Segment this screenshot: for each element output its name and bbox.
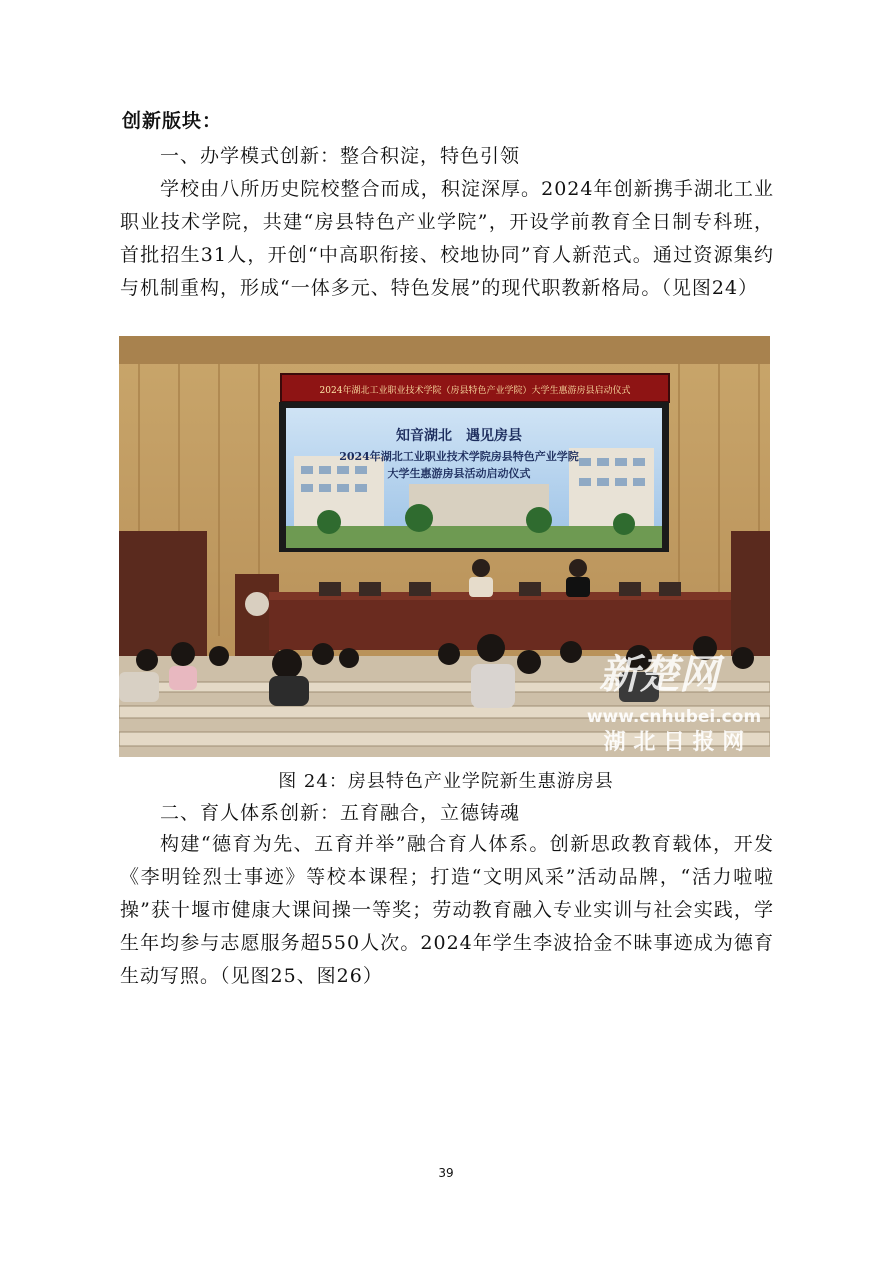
figure-caption: 图 24：房县特色产业学院新生惠游房县 — [278, 771, 614, 792]
screen-title: 知音湖北 遇见房县 — [396, 428, 522, 444]
watermark-name: 湖 北 日 报 网 — [603, 730, 745, 755]
screen-subtitle: 2024年湖北工业职业技术学院房县特色产业学院 — [339, 450, 579, 463]
paragraph-school-mode: 学校由八所历史院校整合而成，积淀深厚。2024年创新携手湖北工业职业技术学院，共建“房县特色产业学院”，开设学前教育全日制专科班，首批招生31人，开创“中高职衔接、校地协同”育人新范式。通过资源集约与机制重构，形成“一体多元、特色发展”的现代职教新格局。（见图24） — [120, 178, 774, 299]
section-title: 创新版块： — [122, 110, 223, 132]
watermark-url: www.cnhubei.com — [586, 707, 762, 727]
heading-education-system: 二、育人体系创新：五育融合，立德铸魂 — [160, 802, 521, 824]
page-number: 39 — [438, 1166, 454, 1180]
heading-school-mode: 一、办学模式创新：整合积淀，特色引领 — [160, 145, 521, 167]
banner-text: 2024年湖北工业职业技术学院（房县特色产业学院）大学生惠游房县启动仪式 — [319, 386, 631, 396]
watermark-logo: 新楚网 — [599, 651, 719, 698]
screen-subtitle-2: 大学生惠游房县活动启动仪式 — [387, 467, 531, 480]
event-photo — [119, 336, 770, 757]
paragraph-education-system: 构建“德育为先、五育并举”融合育人体系。创新思政教育载体，开发《李明铨烈士事迹》等校本课程；打造“文明风采”活动品牌，“活力啦啦操”获十堰市健康大课间操一等奖；劳动教育融入专业实训与社会实践，学生年均参与志愿服务超550人次。2024年学生李波拾金不昧事迹成为德育生动写照。（见图25、图26） — [120, 833, 774, 987]
auditorium-scene — [119, 336, 770, 757]
